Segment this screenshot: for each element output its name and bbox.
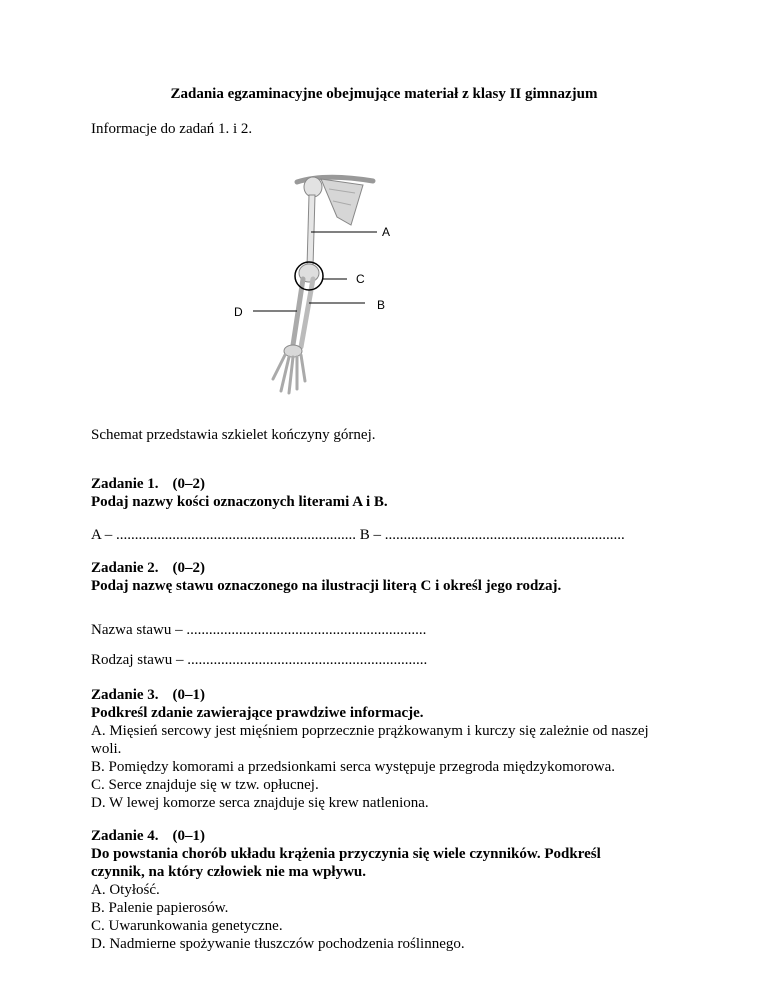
task-1-heading [91, 475, 205, 493]
task-3-number: Zadanie 3. [91, 687, 159, 703]
task-3-points: (0–1) [172, 687, 206, 703]
task-3-option-a: A. Mięsień sercowy jest mięśniem poprzecznie prążkowanym i kurczy się zależnie od naszej [91, 723, 649, 739]
info-text: Informacje do zadań 1. i 2. [91, 121, 253, 137]
task-2-prompt: Podaj nazwę stawu oznaczonego na ilustracji literą C i określ jego rodzaj. [91, 578, 562, 594]
task-3-option-c: C. Serce znajduje się w tzw. opłucnej. [91, 777, 319, 793]
task-2-answer-name: Nazwa stawu – ................................................................ [91, 622, 427, 638]
page-title: Zadania egzaminacyjne obejmujące materiał z klasy II gimnazjum [170, 86, 598, 102]
task-1-answer-line: A – ................................................................ B – ................................................................ [91, 527, 625, 543]
task-2-heading [91, 559, 205, 577]
task-4-prompt-2: czynnik, na który człowiek nie ma wpływu. [91, 864, 367, 880]
task-3-option-a-cont: woli. [91, 741, 122, 757]
label-d: D [234, 305, 243, 319]
task-3-option-d: D. W lewej komorze serca znajduje się krew natleniona. [91, 795, 429, 811]
task-3-prompt: Podkreśl zdanie zawierające prawdziwe informacje. [91, 705, 424, 721]
task-1-points: (0–2) [172, 476, 206, 492]
arm-skeleton-illustration [225, 155, 425, 415]
task-4-number: Zadanie 4. [91, 828, 159, 844]
task-4-option-d: D. Nadmierne spożywanie tłuszczów pochodzenia roślinnego. [91, 936, 465, 952]
task-3-heading [91, 686, 205, 704]
task-3-option-b: B. Pomiędzy komorami a przedsionkami serca występuje przegroda międzykomorowa. [91, 759, 616, 775]
label-c: C [356, 272, 365, 286]
label-a: A [382, 225, 391, 239]
task-1-prompt: Podaj nazwy kości oznaczonych literami A i B. [91, 494, 388, 510]
arm-skeleton-figure [225, 155, 425, 415]
label-b: B [377, 298, 386, 312]
task-1-number: Zadanie 1. [91, 476, 159, 492]
task-4-heading [91, 827, 205, 845]
task-2-points: (0–2) [172, 560, 206, 576]
task-4-prompt-1: Do powstania chorób układu krążenia przyczynia się wiele czynników. Podkreśl [91, 846, 601, 862]
task-4-option-a: A. Otyłość. [91, 882, 160, 898]
task-4-option-b: B. Palenie papierosów. [91, 900, 229, 916]
task-2-number: Zadanie 2. [91, 560, 159, 576]
task-4-option-c: C. Uwarunkowania genetyczne. [91, 918, 283, 934]
task-4-points: (0–1) [172, 828, 206, 844]
figure-caption: Schemat przedstawia szkielet kończyny górnej. [91, 427, 376, 443]
task-2-answer-type: Rodzaj stawu – ................................................................ [91, 652, 428, 668]
